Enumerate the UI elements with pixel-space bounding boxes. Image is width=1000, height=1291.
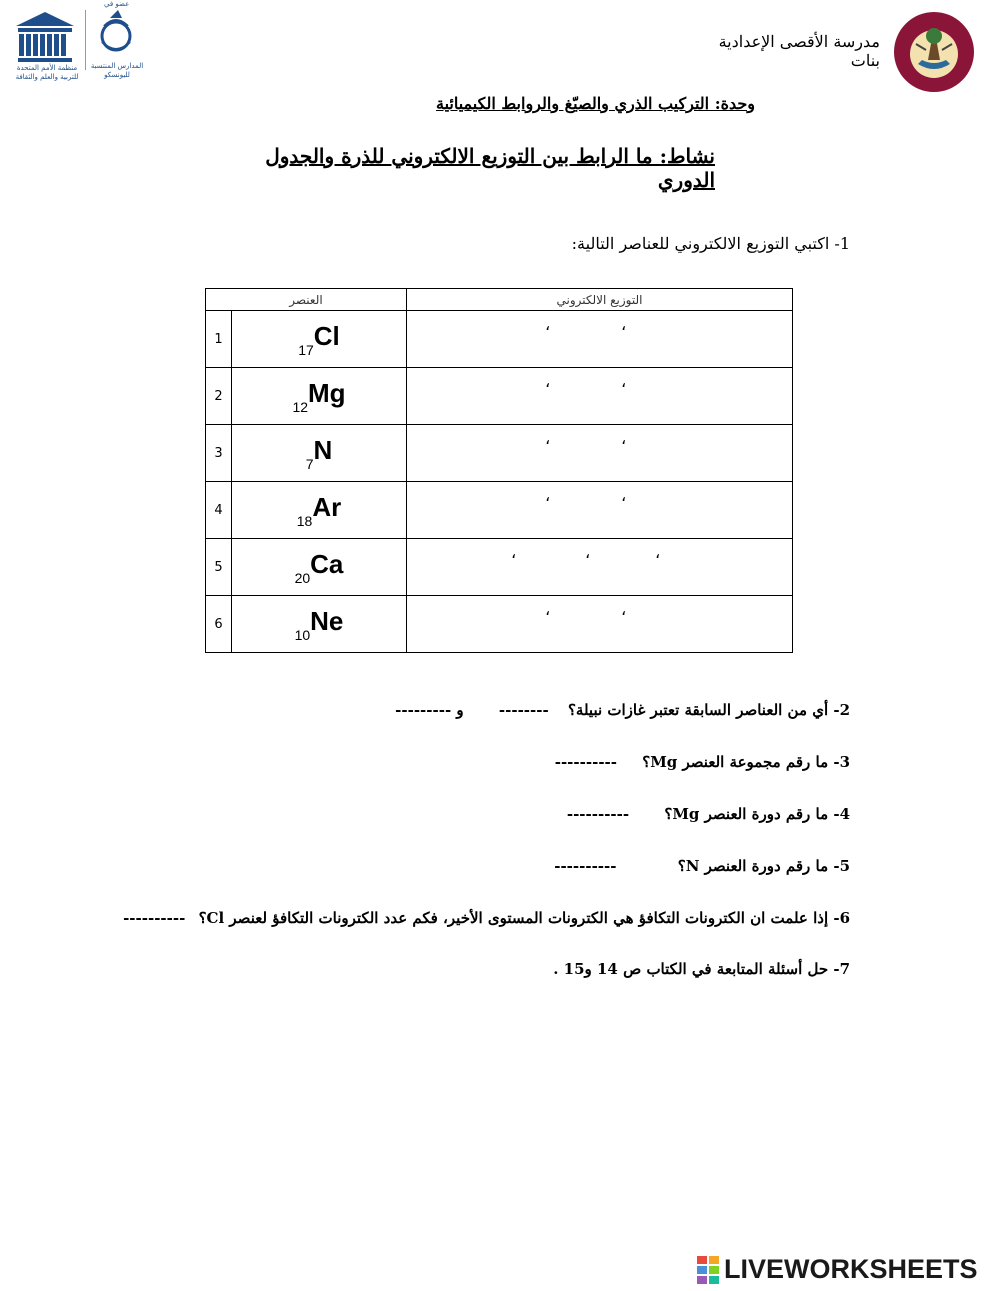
question-4-text: 4- ما رقم دورة العنصر Mg؟ xyxy=(664,805,850,823)
liveworksheets-icon xyxy=(697,1256,721,1284)
separator: ، xyxy=(621,486,627,505)
answer-blank[interactable]: ---------- xyxy=(554,753,617,771)
separator: ، xyxy=(545,429,551,448)
question-7: 7- حل أسئلة المتابعة في الكتاب ص 14 و15 . xyxy=(553,960,850,978)
answer-blank[interactable]: ---------- xyxy=(123,909,186,927)
question-6 xyxy=(123,909,850,927)
separator: ، xyxy=(585,543,591,562)
separator: ، xyxy=(545,600,551,619)
config-answer-field[interactable] xyxy=(407,596,793,653)
atomic-number: 20 xyxy=(294,569,311,586)
aspnet-top-label: عضو في xyxy=(104,0,130,8)
element-symbol xyxy=(232,539,407,596)
question-4 xyxy=(567,805,850,823)
unesco-caption-line2: للتربية والعلم والثقافة xyxy=(15,73,79,81)
separator: ، xyxy=(545,486,551,505)
row-number: 5 xyxy=(206,539,232,596)
row-number: 6 xyxy=(206,596,232,653)
electron-config-table xyxy=(205,288,793,653)
config-answer-field[interactable] xyxy=(407,482,793,539)
separator: ، xyxy=(511,543,517,562)
activity-title: نشاط: ما الرابط بين التوزيع الالكتروني للذرة والجدول الدوري xyxy=(265,144,715,192)
question-5-text: 5- ما رقم دورة العنصر N؟ xyxy=(677,857,850,875)
separator: ، xyxy=(621,315,627,334)
table-row xyxy=(206,596,793,653)
row-number: 3 xyxy=(206,425,232,482)
aspnet-caption xyxy=(86,62,148,80)
config-answer-field[interactable] xyxy=(407,368,793,425)
unesco-caption xyxy=(12,64,82,82)
separator: ، xyxy=(545,315,551,334)
element-symbol xyxy=(232,425,407,482)
question-1: 1- اكتبي التوزيع الالكتروني للعناصر التالية: xyxy=(571,234,850,253)
footer-brand[interactable]: LIVEWORKSHEETS xyxy=(724,1254,978,1284)
table-row xyxy=(206,311,793,368)
row-number: 1 xyxy=(206,311,232,368)
answer-blank[interactable]: ---------- xyxy=(554,857,617,875)
atomic-number: 17 xyxy=(298,341,314,358)
question-3-text: 3- ما رقم مجموعة العنصر Mg؟ xyxy=(642,753,850,771)
table-row xyxy=(206,425,793,482)
symbol: Ne xyxy=(310,605,344,636)
element-symbol xyxy=(232,368,407,425)
config-answer-field[interactable] xyxy=(407,425,793,482)
answer-blank[interactable]: -------- xyxy=(498,701,549,719)
symbol: Ca xyxy=(310,548,344,579)
row-number: 4 xyxy=(206,482,232,539)
config-answer-field[interactable] xyxy=(407,311,793,368)
row-number: 2 xyxy=(206,368,232,425)
question-6-text: 6- إذا علمت ان الكترونات التكافؤ هي الكترونات المستوى الأخير، فكم عدد الكترونات التكافؤ لعنصر Cl؟ xyxy=(198,909,850,927)
aspnet-caption-line1: المدارس المنتسبة xyxy=(90,62,144,70)
element-symbol xyxy=(232,482,407,539)
element-symbol xyxy=(232,596,407,653)
table-row xyxy=(206,482,793,539)
question-2-text: 2- أي من العناصر السابقة تعتبر غازات نبيلة؟ xyxy=(567,701,850,719)
question-3 xyxy=(555,753,850,771)
table-header-row xyxy=(206,289,793,311)
school-name: مدرسة الأقصى الإعدادية بنات xyxy=(718,32,880,70)
unit-title: وحدة: التركيب الذري والصيّغ والروابط الكيميائية xyxy=(435,94,755,113)
logo-separator xyxy=(85,10,86,70)
aspnet-caption-line2: لليونسكو xyxy=(104,71,130,79)
atomic-number: 12 xyxy=(292,398,309,415)
question-5 xyxy=(554,857,850,875)
header-configuration: التوزيع الالكتروني xyxy=(407,289,793,311)
separator: ، xyxy=(545,372,551,391)
question-2 xyxy=(395,701,850,719)
aspnet-logo xyxy=(88,4,144,64)
symbol: Cl xyxy=(313,320,340,351)
answer-blank[interactable]: ---------- xyxy=(566,805,630,823)
atomic-number: 10 xyxy=(294,626,311,643)
separator: ، xyxy=(621,372,627,391)
atomic-number: 7 xyxy=(305,455,314,472)
qatar-emblem xyxy=(888,4,980,96)
header-element: العنصر xyxy=(206,289,407,311)
unesco-caption-line1: منظمة الأمم المتحدة xyxy=(16,64,78,72)
config-answer-field[interactable] xyxy=(407,539,793,596)
answer-blank[interactable]: --------- xyxy=(395,701,452,719)
symbol: Mg xyxy=(308,377,346,408)
conjunction: و xyxy=(456,701,464,719)
atomic-number: 18 xyxy=(296,512,313,529)
table-row xyxy=(206,368,793,425)
table-row xyxy=(206,539,793,596)
separator: ، xyxy=(621,600,627,619)
separator: ، xyxy=(655,543,661,562)
symbol: N xyxy=(313,434,333,465)
separator: ، xyxy=(621,429,627,448)
element-symbol xyxy=(232,311,407,368)
symbol: Ar xyxy=(312,491,342,522)
